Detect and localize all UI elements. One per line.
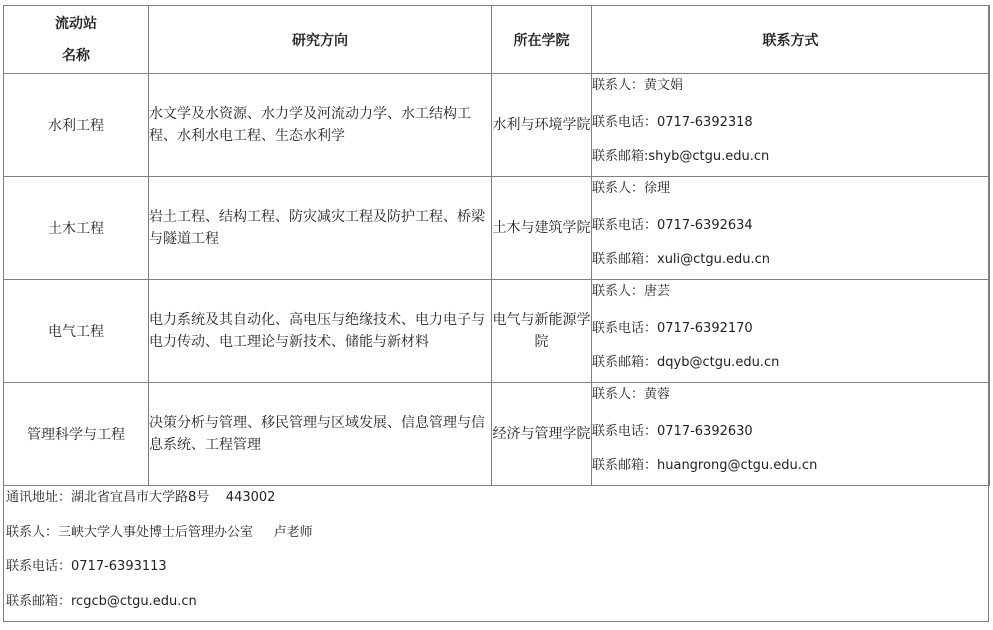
contact-person: 联系人：黄文娟 xyxy=(592,78,684,93)
contact-person: 联系人：黄蓉 xyxy=(592,387,671,402)
contact-phone: 联系电话：0717-6392318 xyxy=(592,115,753,130)
footer-email: 联系邮箱：rcgcb@ctgu.edu.cn xyxy=(6,593,197,609)
header-station-name xyxy=(4,6,149,74)
college-name: 电气与新能源学院 xyxy=(492,280,592,383)
contact-email: 联系邮箱：huangrong@ctgu.edu.cn xyxy=(592,458,818,473)
research-fields: 决策分析与管理、移民管理与区域发展、信息管理与信息系统、工程管理 xyxy=(149,383,492,486)
station-name: 土木工程 xyxy=(4,177,149,280)
contact-email: 联系邮箱：xuli@ctgu.edu.cn xyxy=(592,252,771,267)
footer-contact-person: 联系人：三峡大学人事处博士后管理办公室 卢老师 xyxy=(6,524,313,540)
contact-person: 联系人：徐理 xyxy=(592,181,671,196)
college-name: 经济与管理学院 xyxy=(492,383,592,486)
contact-footer xyxy=(6,488,313,626)
contact-cell xyxy=(592,383,990,486)
contact-email: 联系邮箱：dqyb@ctgu.edu.cn xyxy=(592,355,780,370)
contact-phone: 联系电话：0717-6392170 xyxy=(592,321,753,336)
header-college: 所在学院 xyxy=(492,6,592,74)
contact-cell xyxy=(592,280,990,383)
table-row xyxy=(4,280,990,383)
station-name: 电气工程 xyxy=(4,280,149,383)
contact-cell xyxy=(592,74,990,177)
contact-phone: 联系电话：0717-6392634 xyxy=(592,218,753,233)
station-name: 水利工程 xyxy=(4,74,149,177)
table-row xyxy=(4,177,990,280)
header-station-line1: 流动站 xyxy=(55,15,97,32)
research-fields: 电力系统及其自动化、高电压与绝缘技术、电力电子与电力传动、电工理论与新技术、储能与新材料 xyxy=(149,280,492,383)
header-research: 研究方向 xyxy=(149,6,492,74)
station-name: 管理科学与工程 xyxy=(4,383,149,486)
college-name: 土木与建筑学院 xyxy=(492,177,592,280)
table-row xyxy=(4,383,990,486)
header-contact: 联系方式 xyxy=(592,6,990,74)
table-row xyxy=(4,74,990,177)
table-header-row xyxy=(4,6,990,74)
contact-cell xyxy=(592,177,990,280)
postdoc-stations-table xyxy=(3,5,990,486)
footer-address: 通讯地址：湖北省宜昌市大学路8号 443002 xyxy=(6,490,276,505)
research-fields: 水文学及水资源、水力学及河流动力学、水工结构工程、水利水电工程、生态水利学 xyxy=(149,74,492,177)
header-station-line2: 名称 xyxy=(62,47,90,64)
contact-email: 联系邮箱:shyb@ctgu.edu.cn xyxy=(592,149,770,164)
footer-phone: 联系电话：0717-6393113 xyxy=(6,559,167,574)
contact-phone: 联系电话：0717-6392630 xyxy=(592,424,753,439)
contact-person: 联系人：唐芸 xyxy=(592,284,671,299)
research-fields: 岩土工程、结构工程、防灾减灾工程及防护工程、桥梁与隧道工程 xyxy=(149,177,492,280)
college-name: 水利与环境学院 xyxy=(492,74,592,177)
